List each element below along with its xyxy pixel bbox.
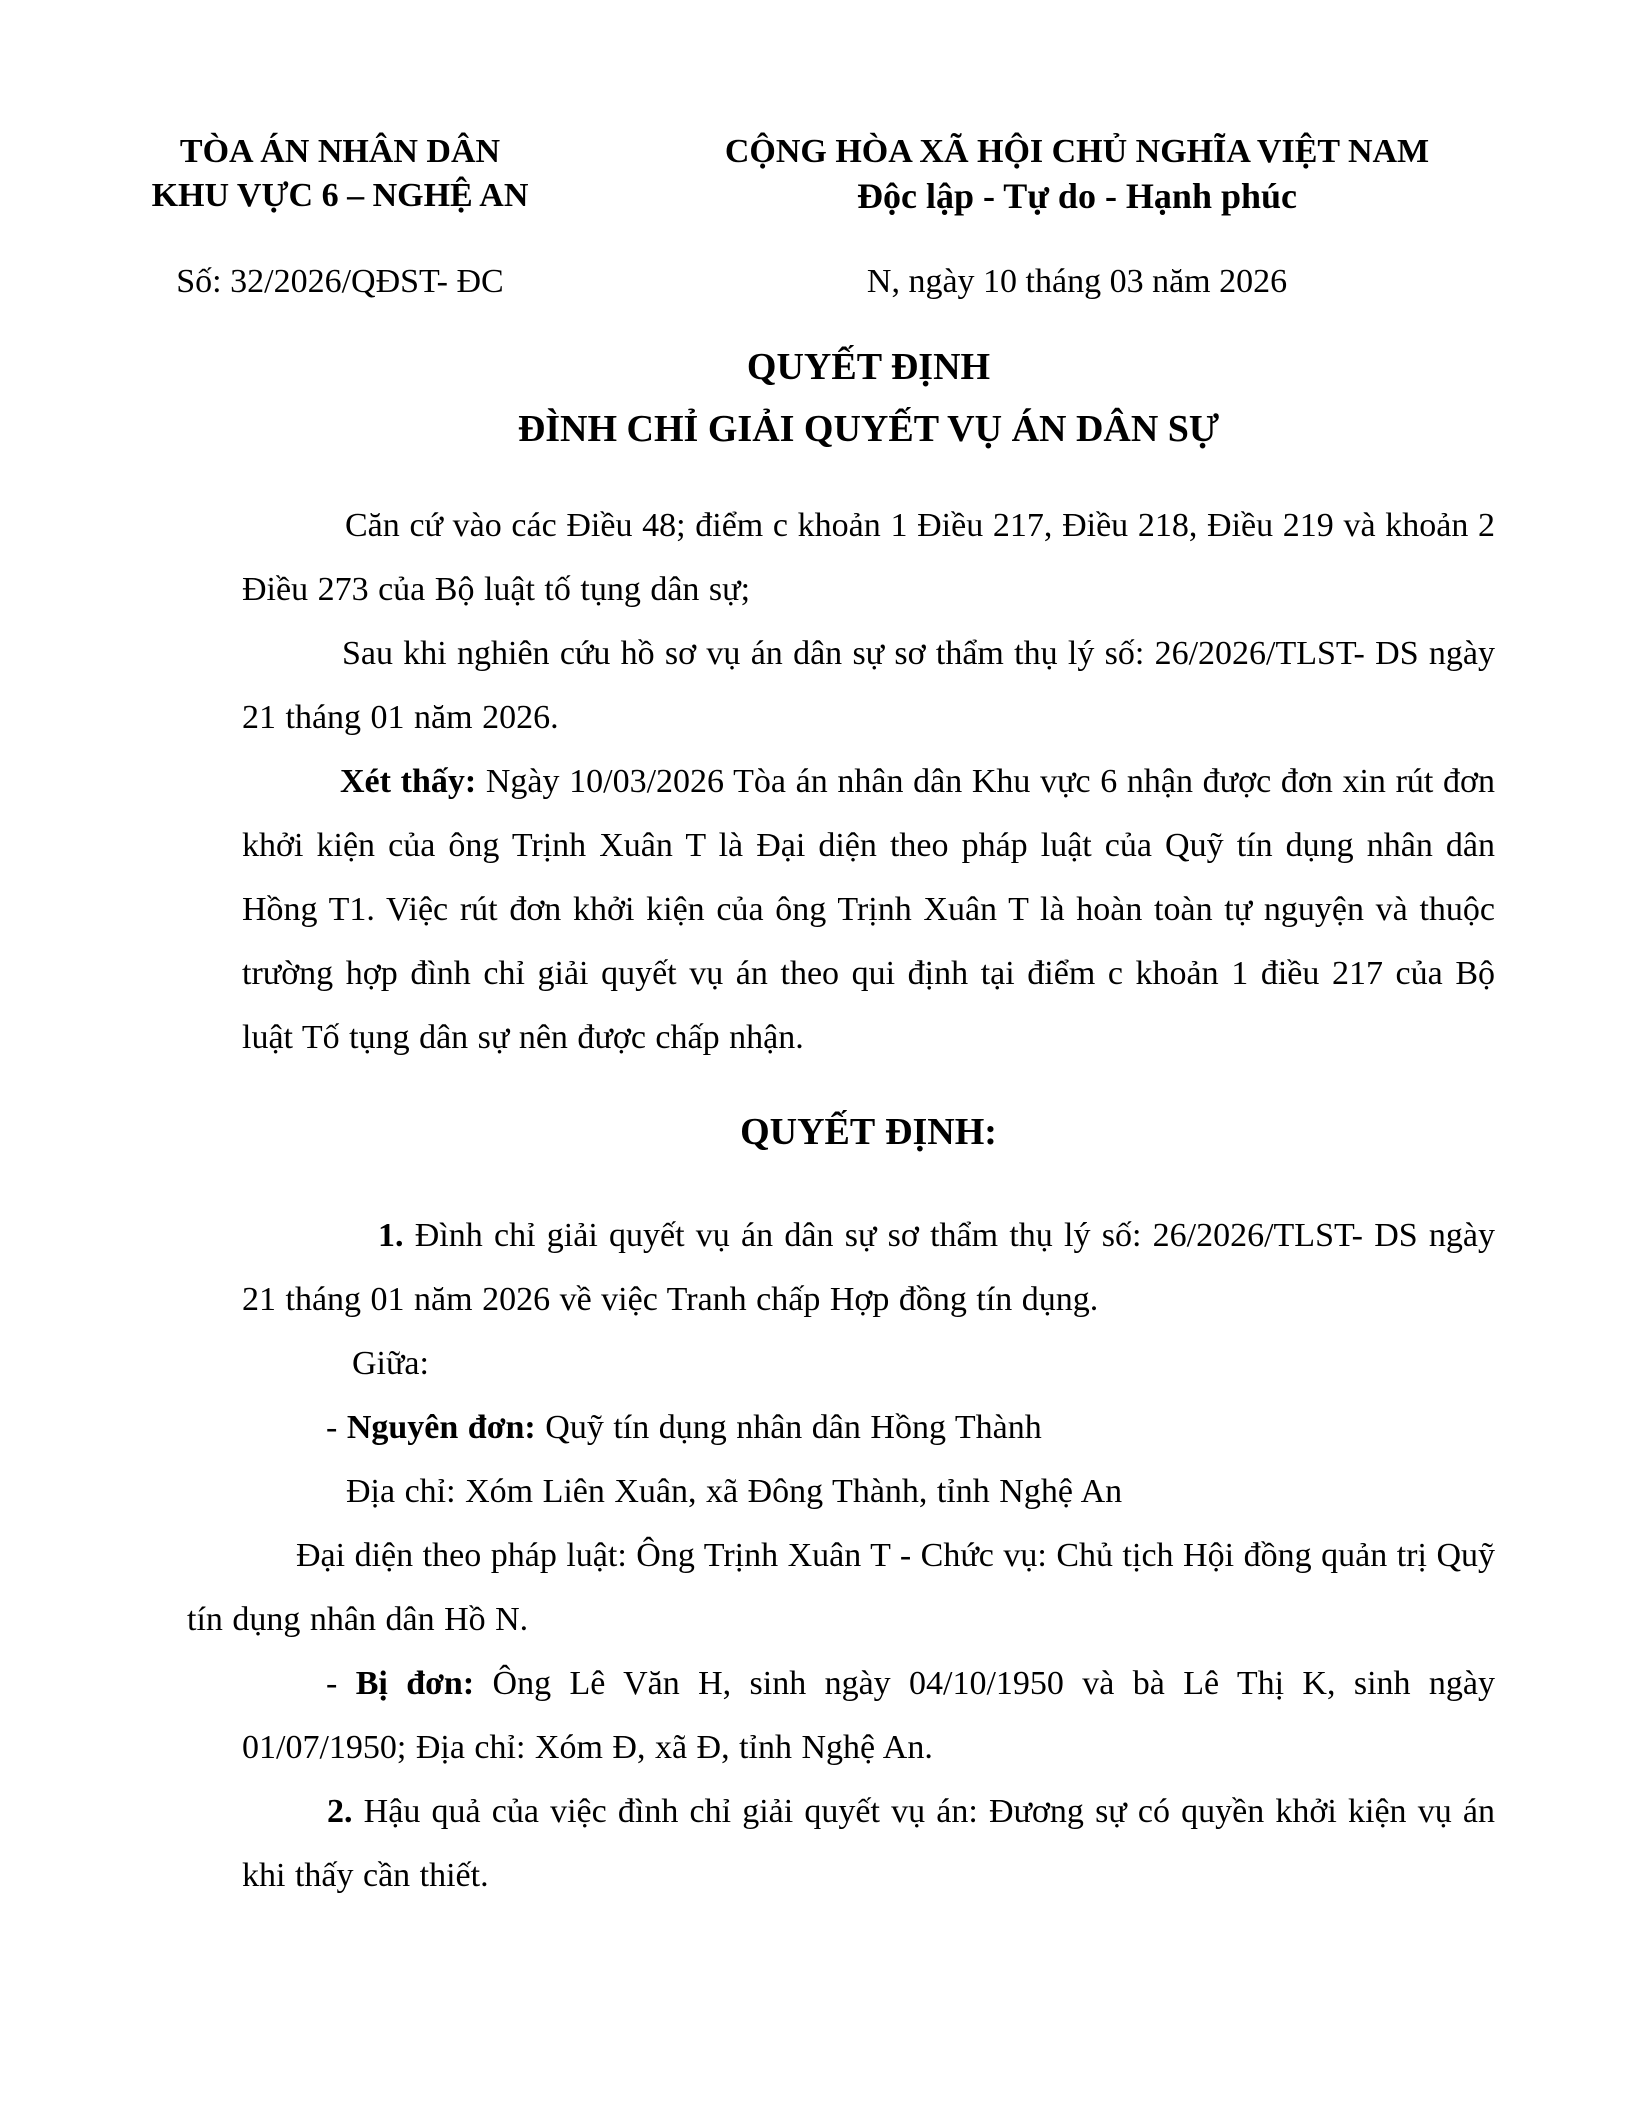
paragraph-between-label xyxy=(242,1332,1495,1396)
paragraph-lead: Xét thấy: xyxy=(340,763,477,800)
court-name-line2: KHU VỰC 6 – NGHỆ AN xyxy=(151,177,529,214)
court-name-line1: TÒA ÁN NHÂN DÂN xyxy=(179,133,501,170)
paragraph-text: Ngày 10/03/2026 Tòa án nhân dân Khu vực 6 nhận được đơn xin rút đơn khởi kiện của ông Trịnh Xuân T là Đại diện theo pháp luật của Quỹ tín dụng nhân dân Hồng T1. Việc rút đơn khởi kiện của ông Trịnh Xuân T là hoàn toàn tự nguyện và thuộc trường hợp đình chỉ giải quyết vụ án theo qui định tại điểm c khoản 1 điều 217 của Bộ luật Tố tụng dân sự nên được chấp nhận. xyxy=(242,763,1495,1056)
paragraph-text: Đại diện theo pháp luật: Ông Trịnh Xuân T - Chức vụ: Chủ tịch Hội đồng quản trị Quỹ tín dụng nhân dân Hồ N. xyxy=(187,1537,1495,1638)
paragraph-legal-basis xyxy=(242,494,1495,622)
paragraph-text: Địa chỉ: Xóm Liên Xuân, xã Đông Thành, tỉnh Nghệ An xyxy=(346,1473,1123,1510)
paragraph-text: Căn cứ vào các Điều 48; điểm c khoản 1 Điều 217, Điều 218, Điều 219 và khoản 2 Điều 273 của Bộ luật tố tụng dân sự; xyxy=(242,507,1495,608)
document-title: QUYẾT ĐỊNH xyxy=(746,346,991,388)
paragraph-defendant xyxy=(242,1652,1495,1780)
paragraph-text: Sau khi nghiên cứu hồ sơ vụ án dân sự sơ thẩm thụ lý số: 26/2026/TLST- DS ngày 21 tháng 01 năm 2026. xyxy=(242,635,1495,736)
paragraph-findings xyxy=(242,750,1495,1070)
paragraph-text: Giữa: xyxy=(352,1345,429,1382)
national-title: CỘNG HÒA XÃ HỘI CHỦ NGHĨA VIỆT NAM xyxy=(724,133,1430,170)
paragraph-case-review xyxy=(242,622,1495,750)
paragraph-decision-2 xyxy=(242,1780,1495,1908)
date-line: N, ngày 10 tháng 03 năm 2026 xyxy=(866,263,1288,300)
document-title-block xyxy=(0,336,1632,460)
national-motto: Độc lập - Tự do - Hạnh phúc xyxy=(856,176,1298,216)
paragraph-decision-1 xyxy=(242,1204,1495,1332)
paragraph-dash: - xyxy=(326,1665,356,1702)
paragraph-text: Đình chỉ giải quyết vụ án dân sự sơ thẩm thụ lý số: 26/2026/TLST- DS ngày 21 tháng 01 năm 2026 về việc Tranh chấp Hợp đồng tín dụng. xyxy=(242,1217,1495,1318)
header-national-block xyxy=(696,130,1458,304)
document-body xyxy=(0,494,1632,1908)
paragraph-text: Ông Lê Văn H, sinh ngày 04/10/1950 và bà Lê Thị K, sinh ngày 01/07/1950; Địa chỉ: Xóm Đ, xã Đ, tỉnh Nghệ An. xyxy=(242,1665,1496,1766)
paragraph-lead: Nguyên đơn: xyxy=(346,1409,536,1446)
decision-section-heading: QUYẾT ĐỊNH: xyxy=(740,1111,997,1153)
header-court-block xyxy=(140,130,540,304)
paragraph-plaintiff-address xyxy=(242,1460,1495,1524)
paragraph-legal-representative xyxy=(187,1524,1495,1652)
paragraph-text: Hậu quả của việc đình chỉ giải quyết vụ án: Đương sự có quyền khởi kiện vụ án khi thấy cần thiết. xyxy=(242,1793,1495,1894)
paragraph-text: Quỹ tín dụng nhân dân Hồng Thành xyxy=(535,1409,1042,1446)
document-number: Số: 32/2026/QĐST- ĐC xyxy=(176,263,504,300)
paragraph-dash: - xyxy=(326,1409,347,1446)
paragraph-lead: Bị đơn: xyxy=(355,1665,475,1702)
paragraph-lead: 1. xyxy=(378,1217,404,1254)
paragraph-plaintiff xyxy=(242,1396,1495,1460)
paragraph-lead: 2. xyxy=(327,1793,353,1830)
document-header xyxy=(0,0,1632,304)
document-subtitle: ĐÌNH CHỈ GIẢI QUYẾT VỤ ÁN DÂN SỰ xyxy=(517,408,1220,450)
